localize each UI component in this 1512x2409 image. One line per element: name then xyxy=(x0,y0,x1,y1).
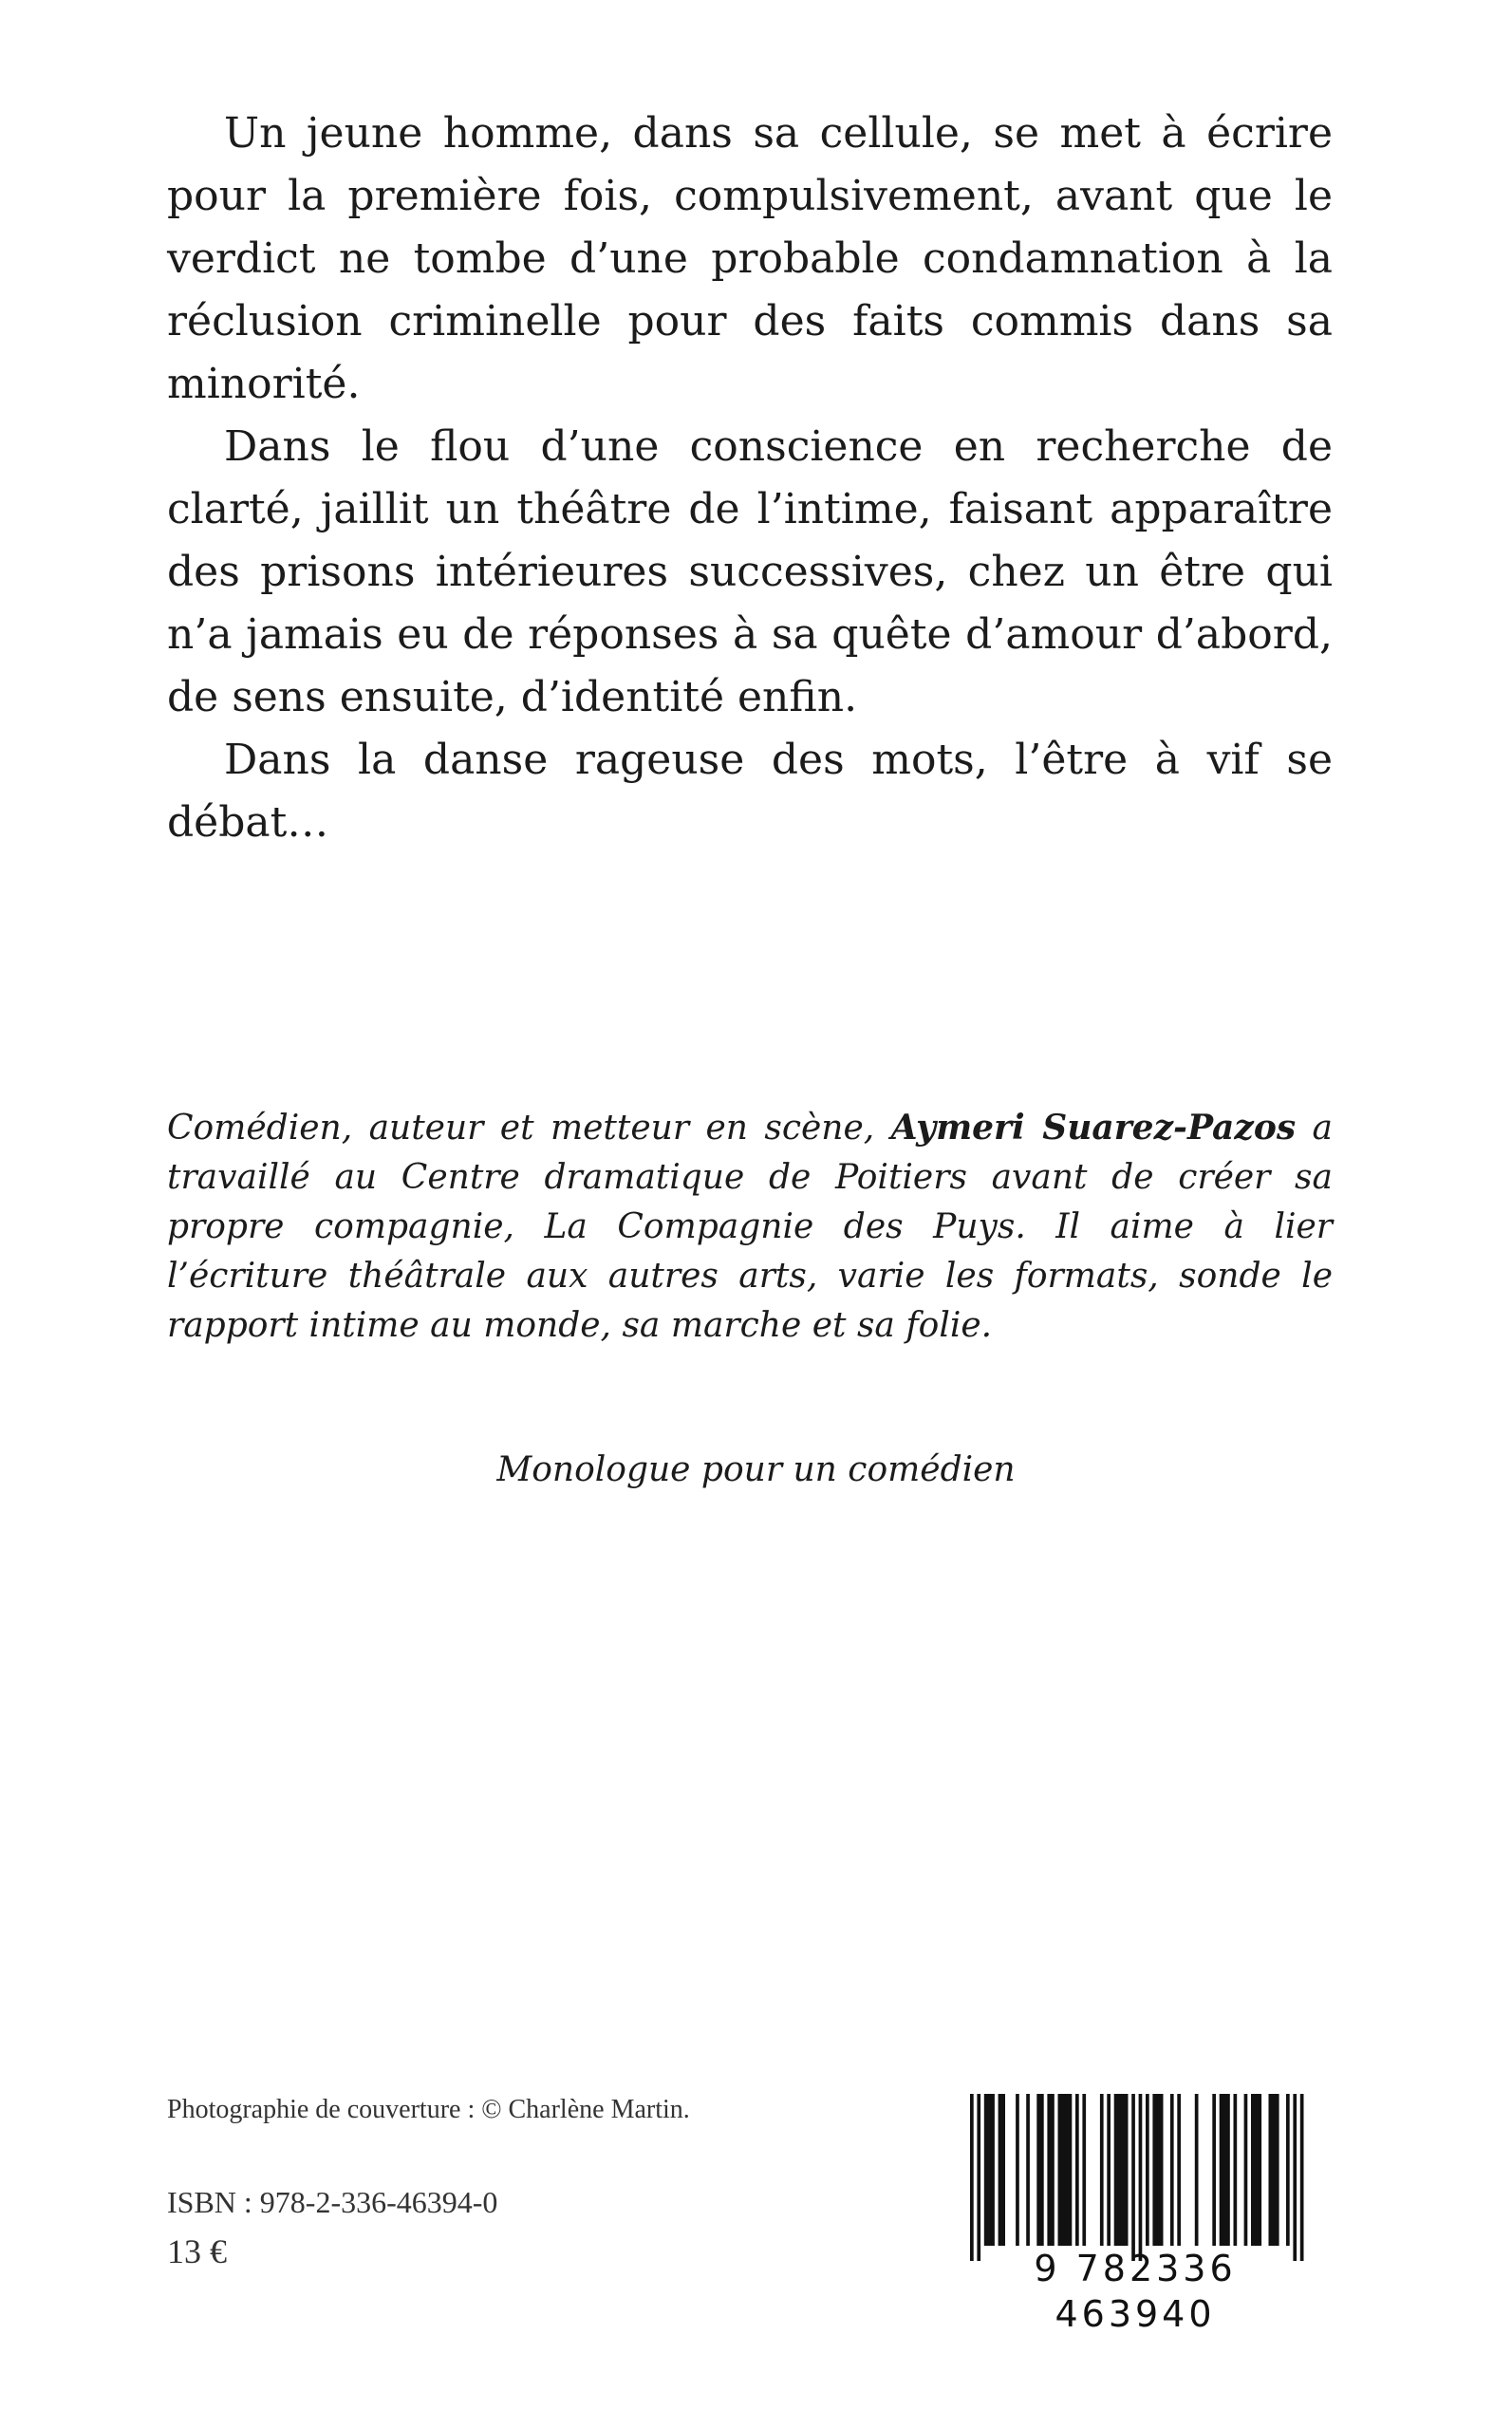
barcode-bar xyxy=(999,2094,1005,2246)
isbn: ISBN : 978-2-336-46394-0 xyxy=(167,2185,498,2219)
barcode-bar xyxy=(1269,2094,1279,2246)
genre-label: Monologue pour un comédien xyxy=(496,1450,1016,1489)
barcode-bar xyxy=(1082,2094,1086,2246)
barcode-bar xyxy=(1107,2094,1111,2246)
barcode-bar xyxy=(1058,2094,1073,2246)
summary-text xyxy=(167,103,1333,854)
barcode-bar xyxy=(1244,2094,1248,2246)
summary-paragraph-2: Dans le flou d’une conscience en recherche de clarté, jaillit un théâtre de l’intime, faisant apparaître des prisons intérieures successives, chez un être qui n’a jamais eu de réponses à sa quête d’amour d’abord, de sens ensuite, d’identité enfin. xyxy=(167,422,1333,721)
bio-intro: Comédien, auteur et metteur en scène, xyxy=(167,1109,875,1148)
barcode-bar xyxy=(1047,2094,1054,2246)
barcode-bar xyxy=(1177,2094,1181,2246)
barcode-bar xyxy=(1146,2094,1149,2246)
barcode-bar xyxy=(1016,2094,1019,2246)
barcode-bar xyxy=(1195,2094,1199,2246)
price: 13 € xyxy=(167,2232,227,2270)
author-bio xyxy=(167,1103,1333,1351)
barcode-bar xyxy=(1251,2094,1261,2246)
barcode-bar xyxy=(1114,2094,1129,2246)
barcode-bar xyxy=(1075,2094,1079,2246)
barcode-bar xyxy=(1152,2094,1163,2246)
barcode-bar xyxy=(1234,2094,1238,2246)
summary-paragraph-3: Dans la danse rageuse des mots, l’être à vif se débat… xyxy=(167,736,1333,847)
barcode-bar xyxy=(1286,2094,1290,2246)
barcode-guard-bar xyxy=(970,2094,974,2261)
barcode-bar xyxy=(1220,2094,1230,2246)
barcode-bar xyxy=(1036,2094,1043,2246)
barcode-bar xyxy=(1212,2094,1216,2246)
barcode-bar xyxy=(1170,2094,1174,2246)
barcode-guard-bar xyxy=(977,2094,980,2261)
barcode-guard-bar xyxy=(1293,2094,1297,2261)
bio-rest: a travaillé au Centre dramatique de Poitiers avant de créer sa propre compagnie, La Compagnie des Puys. Il aime à lier l’écriture théâtrale aux autres arts, varie les formats, sonde le rapport intime au monde, sa marche et sa folie. xyxy=(167,1109,1333,1345)
author-name: Aymeri Suarez-Pazos xyxy=(890,1108,1297,1148)
barcode-guard-bar xyxy=(1139,2094,1143,2261)
barcode-guard-bar xyxy=(1131,2094,1135,2261)
summary-paragraph-1: Un jeune homme, dans sa cellule, se met à écrire pour la première fois, compulsivement, avant que le verdict ne tombe d’une probable condamnation à la réclusion criminelle pour des faits commis dans sa minorité. xyxy=(167,109,1333,408)
barcode-bar xyxy=(984,2094,995,2246)
photo-credit: Photographie de couverture : © Charlène Martin. xyxy=(167,2095,690,2124)
barcode-digits: 9 782336 463940 xyxy=(1034,2248,1237,2335)
barcode-bar xyxy=(1026,2094,1030,2246)
barcode xyxy=(949,2088,1321,2335)
barcode-bar xyxy=(1100,2094,1104,2246)
barcode-guard-bar xyxy=(1300,2094,1304,2261)
